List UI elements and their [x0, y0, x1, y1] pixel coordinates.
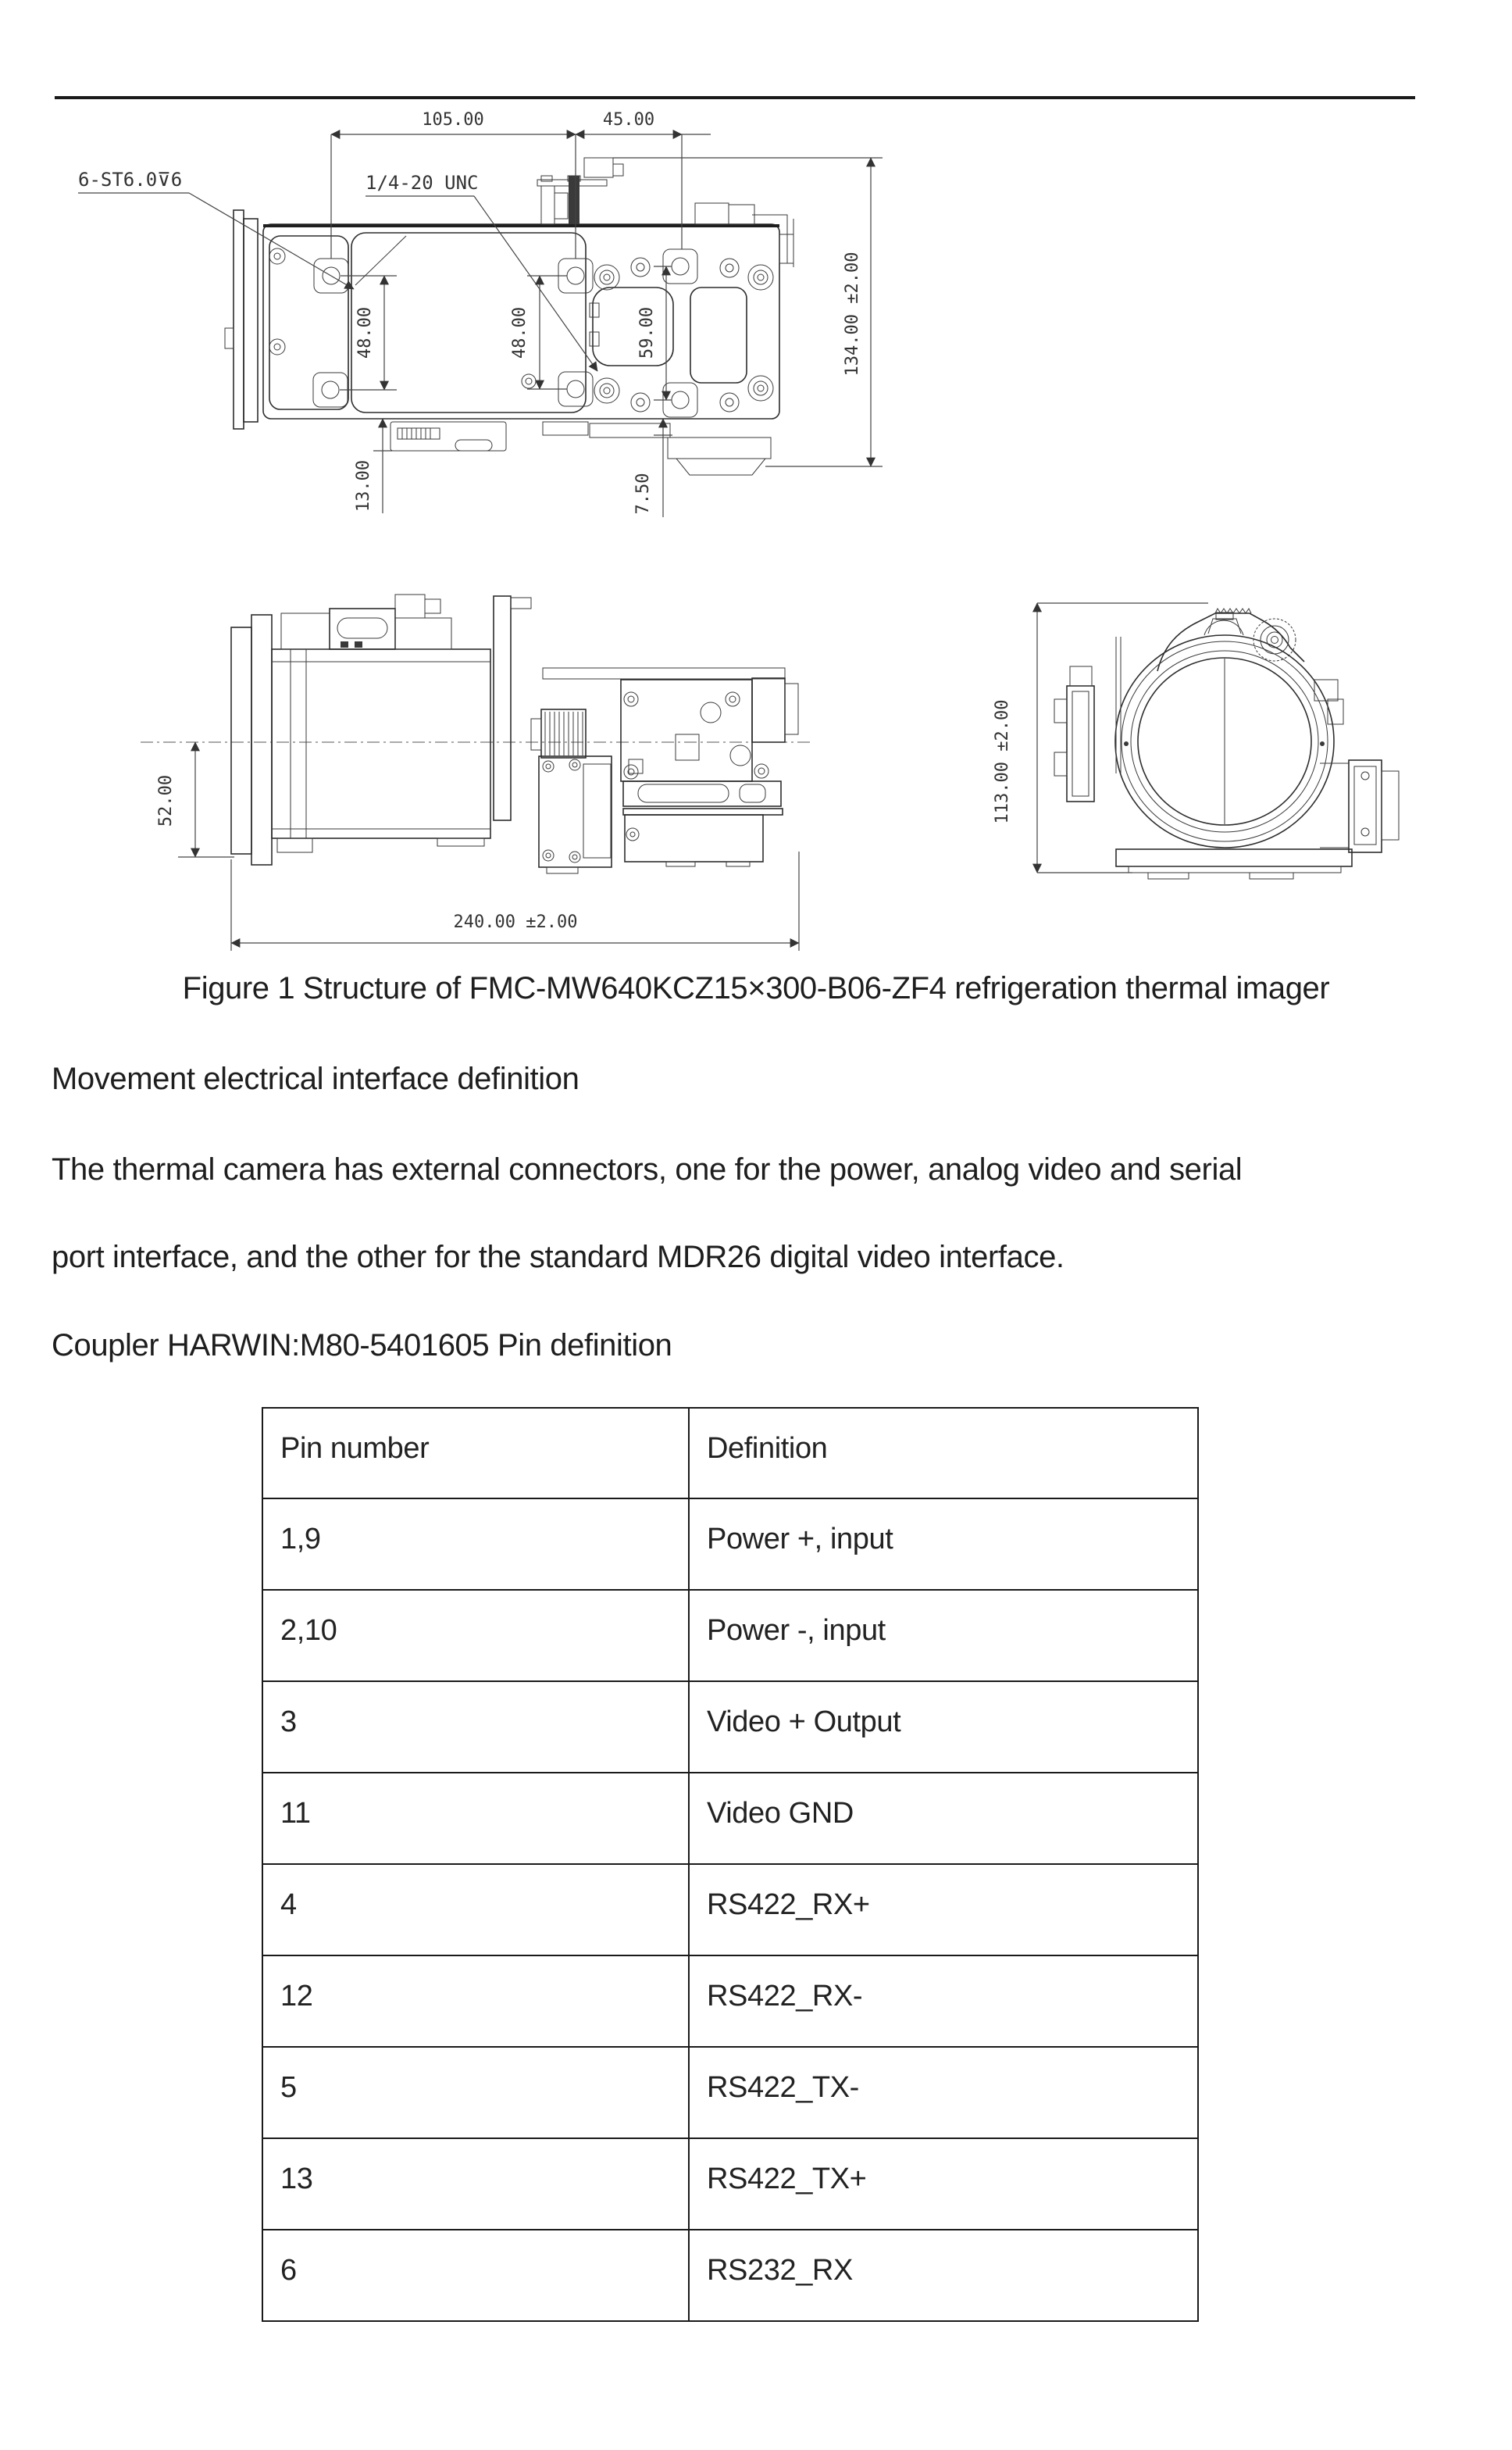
svg-text:7.50: 7.50	[633, 473, 653, 515]
table-row	[262, 1498, 1198, 1590]
definition-cell: Power +, input	[689, 1498, 1198, 1590]
definition-cell: RS422_RX-	[689, 1955, 1198, 2047]
svg-text:13.00: 13.00	[354, 459, 373, 512]
pin-cell: 6	[262, 2230, 689, 2321]
definition-cell: RS422_RX+	[689, 1864, 1198, 1955]
pin-cell: 5	[262, 2047, 689, 2138]
pin-cell: 12	[262, 1955, 689, 2047]
pin-cell: 13	[262, 2138, 689, 2230]
svg-text:6-ST6.0⊽6: 6-ST6.0⊽6	[78, 169, 183, 191]
table-row	[262, 1773, 1198, 1864]
definition-cell: RS422_TX-	[689, 2047, 1198, 2138]
header-rule	[55, 96, 1415, 99]
svg-text:48.00: 48.00	[355, 306, 375, 359]
svg-text:113.00 ±2.00: 113.00 ±2.00	[993, 699, 1012, 824]
pin-definition-table	[262, 1407, 1199, 2322]
dimension-113	[993, 603, 1208, 873]
pin-number-header: Pin number	[262, 1408, 689, 1498]
definition-cell: RS232_RX	[689, 2230, 1198, 2321]
dimension-48-mid	[510, 276, 567, 389]
side-body	[141, 595, 812, 873]
paragraph-line-1: The thermal camera has external connectors, one for the power, analog video and serial	[52, 1152, 1243, 1187]
table-row	[262, 1681, 1198, 1773]
table-row	[262, 1590, 1198, 1681]
tap-hole-note	[78, 169, 354, 289]
svg-text:45.00: 45.00	[602, 110, 655, 130]
pin-cell: 1,9	[262, 1498, 689, 1590]
svg-text:59.00: 59.00	[637, 306, 657, 359]
pin-cell: 4	[262, 1864, 689, 1955]
paragraph-line-2: port interface, and the other for the standard MDR26 digital video interface.	[52, 1240, 1064, 1274]
dimension-59	[637, 266, 672, 400]
definition-cell: Video GND	[689, 1773, 1198, 1864]
coupler-heading: Coupler HARWIN:M80-5401605 Pin definition	[52, 1328, 672, 1362]
definition-cell: Video + Output	[689, 1681, 1198, 1773]
plan-body	[225, 158, 793, 475]
plan-view-drawing	[47, 102, 906, 527]
definition-cell: RS422_TX+	[689, 2138, 1198, 2230]
front-body	[1054, 609, 1399, 879]
svg-text:105.00: 105.00	[422, 110, 484, 130]
movement-heading: Movement electrical interface definition	[52, 1062, 579, 1096]
pin-cell: 2,10	[262, 1590, 689, 1681]
figure-caption: Figure 1 Structure of FMC-MW640KCZ15×300-B06-ZF4 refrigeration thermal imager	[182, 971, 1330, 1005]
svg-text:134.00 ±2.00: 134.00 ±2.00	[843, 252, 862, 377]
svg-text:52.00: 52.00	[156, 774, 176, 827]
svg-text:1/4-20 UNC: 1/4-20 UNC	[366, 172, 479, 194]
svg-text:240.00 ±2.00: 240.00 ±2.00	[453, 912, 578, 932]
pin-cell: 11	[262, 1773, 689, 1864]
front-view-drawing	[953, 574, 1437, 902]
side-view-drawing	[109, 574, 851, 959]
table-row	[262, 2138, 1198, 2230]
definition-header: Definition	[689, 1408, 1198, 1498]
table-row	[262, 1955, 1198, 2047]
definition-cell: Power -, input	[689, 1590, 1198, 1681]
unc-thread-note	[366, 172, 597, 371]
dimension-13	[354, 419, 392, 513]
dimension-52	[156, 742, 234, 857]
pin-cell: 3	[262, 1681, 689, 1773]
table-row	[262, 1864, 1198, 1955]
table-header-row	[262, 1408, 1198, 1498]
table-row	[262, 2230, 1198, 2321]
dimension-7-5	[633, 419, 672, 517]
svg-text:48.00: 48.00	[510, 306, 530, 359]
table-row	[262, 2047, 1198, 2138]
dimension-240	[231, 852, 799, 951]
